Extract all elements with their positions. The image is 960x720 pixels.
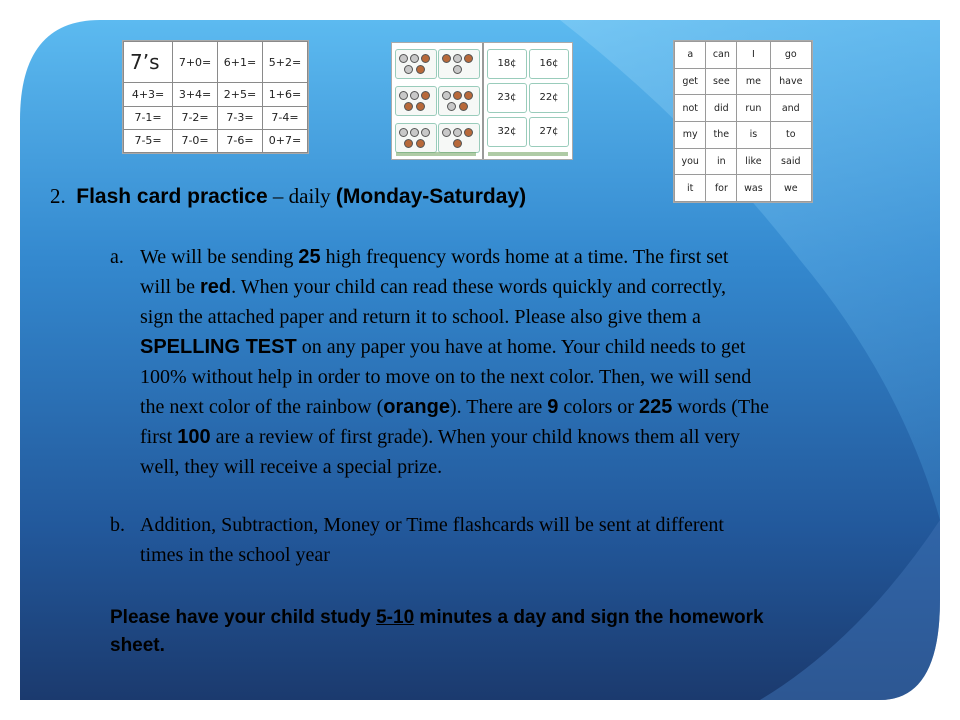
math-fact: 7-6= bbox=[218, 129, 263, 152]
item-a-line: well, they will receive a special prize. bbox=[140, 456, 443, 478]
sight-word: we bbox=[770, 175, 811, 202]
item-b-line: Addition, Subtraction, Money or Time flashcards will be sent at different bbox=[140, 514, 724, 536]
item-a-line: the next color of the rainbow (orange). There are 9 colors or 225 words (The bbox=[140, 396, 769, 418]
price-label: 23¢ bbox=[487, 83, 527, 113]
coin-group bbox=[395, 123, 437, 153]
math-fact: 7-0= bbox=[173, 129, 218, 152]
sight-word: was bbox=[737, 175, 770, 202]
math-facts-card bbox=[122, 40, 309, 154]
heading-days: (Monday-Saturday) bbox=[335, 185, 527, 208]
math-card-title: 7’s bbox=[124, 42, 173, 83]
math-fact: 7+0= bbox=[173, 42, 218, 83]
heading-bold: Flash card practice bbox=[76, 185, 268, 208]
math-fact: 2+5= bbox=[218, 83, 263, 106]
price-label: 32¢ bbox=[487, 117, 527, 147]
sight-word: and bbox=[770, 95, 811, 122]
price-label: 16¢ bbox=[529, 49, 569, 79]
math-fact: 7-5= bbox=[124, 129, 173, 152]
sight-word: it bbox=[675, 175, 706, 202]
math-fact: 4+3= bbox=[124, 83, 173, 106]
price-label: 22¢ bbox=[529, 83, 569, 113]
price-label: 27¢ bbox=[529, 117, 569, 147]
sight-word: I bbox=[737, 42, 770, 69]
sight-word: have bbox=[770, 68, 811, 95]
item-a-line: sign the attached paper and return it to school. Please also give them a bbox=[140, 306, 701, 328]
sight-word: like bbox=[737, 148, 770, 175]
heading-dash: – daily bbox=[267, 184, 336, 208]
price-labels bbox=[482, 43, 573, 159]
sight-word: not bbox=[675, 95, 706, 122]
section-heading bbox=[50, 184, 526, 209]
math-fact: 0+7= bbox=[263, 129, 308, 152]
item-a-line: SPELLING TEST on any paper you have at home. Your child needs to get bbox=[140, 336, 746, 358]
heading-number: 2. bbox=[50, 184, 66, 208]
math-fact: 7-2= bbox=[173, 106, 218, 129]
sight-word: a bbox=[675, 42, 706, 69]
item-a-line: first 100 are a review of first grade). When your child knows them all very bbox=[140, 426, 741, 448]
sight-word: said bbox=[770, 148, 811, 175]
math-facts-table bbox=[123, 41, 308, 153]
math-fact: 7-4= bbox=[263, 106, 308, 129]
item-a-line: 100% without help in order to move on to the next color. Then, we will send bbox=[140, 366, 752, 388]
math-fact: 5+2= bbox=[263, 42, 308, 83]
price-label: 18¢ bbox=[487, 49, 527, 79]
money-flashcard-sheet bbox=[391, 42, 573, 160]
sight-word: run bbox=[737, 95, 770, 122]
study-minutes: 5-10 bbox=[376, 607, 415, 628]
item-a-line: will be red. When your child can read these words quickly and correctly, bbox=[140, 276, 726, 298]
math-fact: 6+1= bbox=[218, 42, 263, 83]
coin-group bbox=[438, 123, 480, 153]
item-b-line: times in the school year bbox=[140, 544, 330, 566]
item-a-marker: a. bbox=[110, 246, 124, 268]
math-fact: 1+6= bbox=[263, 83, 308, 106]
sight-words-table bbox=[674, 41, 812, 202]
sight-word: can bbox=[706, 42, 737, 69]
sight-words-card bbox=[673, 40, 813, 203]
sight-word: in bbox=[706, 148, 737, 175]
sight-word: the bbox=[706, 121, 737, 148]
coin-group bbox=[438, 49, 480, 79]
sight-word: is bbox=[737, 121, 770, 148]
sight-word: me bbox=[737, 68, 770, 95]
sight-word: did bbox=[706, 95, 737, 122]
item-b-marker: b. bbox=[110, 514, 125, 536]
coin-pictures bbox=[392, 43, 481, 159]
coin-group bbox=[395, 86, 437, 116]
sight-word: for bbox=[706, 175, 737, 202]
sight-word: go bbox=[770, 42, 811, 69]
item-a-line: We will be sending 25 high frequency words home at a time. The first set bbox=[140, 246, 729, 268]
sight-word: to bbox=[770, 121, 811, 148]
math-fact: 3+4= bbox=[173, 83, 218, 106]
coin-group bbox=[438, 86, 480, 116]
closing-instruction: Please have your child study 5-10 minutes a day and sign the homework sheet. bbox=[110, 607, 764, 656]
sight-word: you bbox=[675, 148, 706, 175]
sight-word: my bbox=[675, 121, 706, 148]
math-fact: 7-3= bbox=[218, 106, 263, 129]
sight-word: get bbox=[675, 68, 706, 95]
sight-word: see bbox=[706, 68, 737, 95]
math-fact: 7-1= bbox=[124, 106, 173, 129]
coin-group bbox=[395, 49, 437, 79]
